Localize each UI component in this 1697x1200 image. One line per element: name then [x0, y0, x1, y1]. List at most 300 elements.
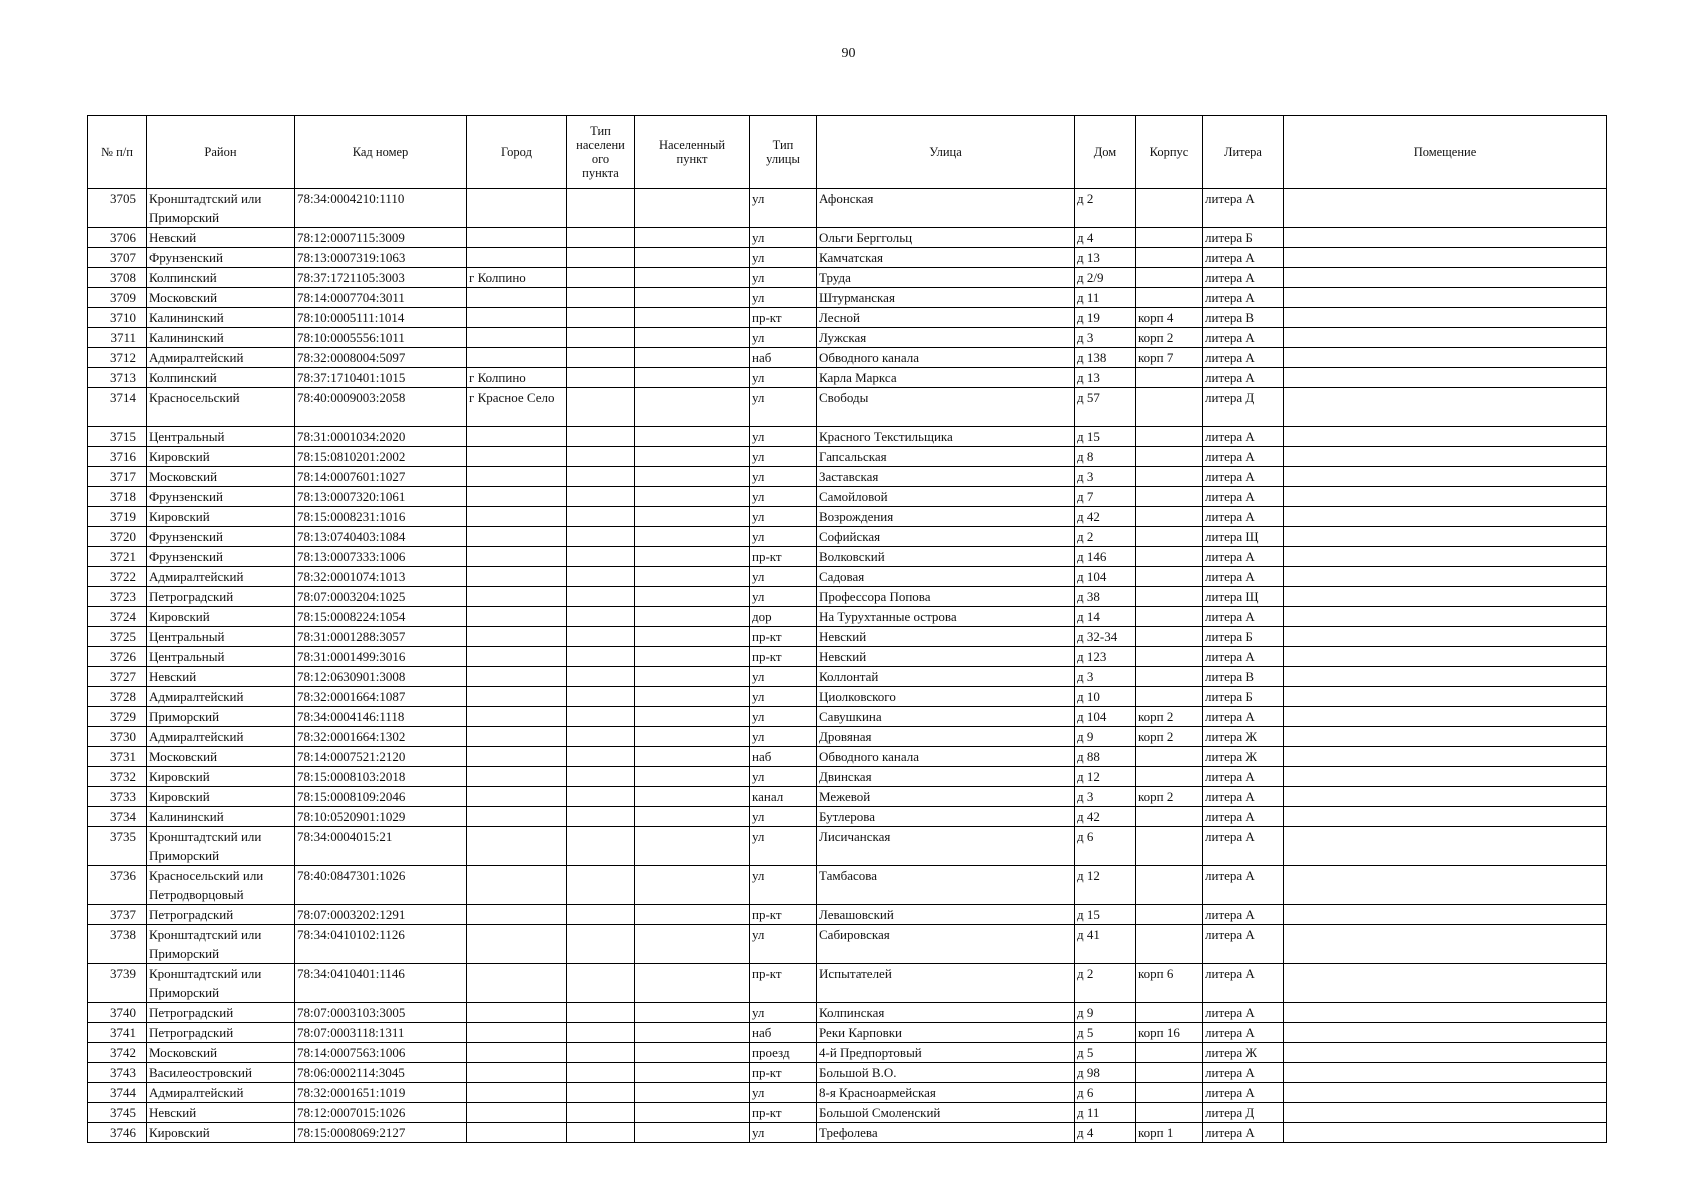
cell-cadastral-number: 78:32:0001664:1087 — [295, 687, 467, 707]
cell-street-type: ул — [750, 447, 817, 467]
cell-cadastral-number: 78:10:0005556:1011 — [295, 328, 467, 348]
cell-premises — [1284, 647, 1607, 667]
cell-letter: литера А — [1203, 487, 1284, 507]
cell-letter: литера А — [1203, 189, 1284, 228]
district-line: Петроградский — [149, 589, 234, 604]
cell-street: Невский — [817, 627, 1075, 647]
cell-cadastral-number: 78:31:0001034:2020 — [295, 427, 467, 447]
cell-number: 3735 — [88, 827, 147, 866]
cell-district — [147, 1023, 295, 1043]
cell-number: 3726 — [88, 647, 147, 667]
cell-house: д 146 — [1075, 547, 1136, 567]
table-row — [88, 807, 1607, 827]
cell-number: 3707 — [88, 248, 147, 268]
cell-street: Большой В.О. — [817, 1063, 1075, 1083]
district-line: Приморский — [149, 985, 220, 1000]
cell-district — [147, 308, 295, 328]
header-line: населени — [576, 138, 625, 152]
table-row — [88, 667, 1607, 687]
cell-street: Бутлерова — [817, 807, 1075, 827]
cell-street-type: ул — [750, 1123, 817, 1143]
cell-street: Афонская — [817, 189, 1075, 228]
district-line: Кронштадтский или — [149, 927, 262, 942]
cell-settlement-type — [567, 905, 635, 925]
cell-district — [147, 727, 295, 747]
cell-street: Красного Текстильщика — [817, 427, 1075, 447]
table-row — [88, 866, 1607, 905]
cell-city — [467, 567, 567, 587]
header-line: улицы — [766, 152, 800, 166]
cell-street-type: дор — [750, 607, 817, 627]
cell-house: д 42 — [1075, 507, 1136, 527]
cell-letter: литера А — [1203, 905, 1284, 925]
cell-letter: литера А — [1203, 288, 1284, 308]
cell-district — [147, 427, 295, 447]
cell-building — [1136, 567, 1203, 587]
district-line: Фрунзенский — [149, 529, 223, 544]
cell-street-type: пр-кт — [750, 905, 817, 925]
district-line: Московский — [149, 469, 218, 484]
cell-cadastral-number: 78:14:0007601:1027 — [295, 467, 467, 487]
cell-house: д 3 — [1075, 667, 1136, 687]
cell-premises — [1284, 268, 1607, 288]
cell-letter: литера А — [1203, 807, 1284, 827]
cell-street-type: наб — [750, 747, 817, 767]
cell-street-type: ул — [750, 467, 817, 487]
cell-settlement-type — [567, 727, 635, 747]
district-line: Кировский — [149, 789, 210, 804]
cell-building — [1136, 807, 1203, 827]
cell-cadastral-number: 78:14:0007563:1006 — [295, 1043, 467, 1063]
district-line: Кировский — [149, 1125, 210, 1140]
cell-district — [147, 567, 295, 587]
cell-number: 3746 — [88, 1123, 147, 1143]
table-row — [88, 1023, 1607, 1043]
cell-settlement-type — [567, 787, 635, 807]
header-letter: Литера — [1203, 116, 1284, 189]
registry-table — [87, 115, 1607, 1143]
table-row — [88, 787, 1607, 807]
cell-street-type: ул — [750, 388, 817, 427]
cell-premises — [1284, 288, 1607, 308]
cell-settlement-type — [567, 767, 635, 787]
cell-number: 3724 — [88, 607, 147, 627]
cell-number: 3727 — [88, 667, 147, 687]
cell-settlement-type — [567, 467, 635, 487]
cell-house: д 8 — [1075, 447, 1136, 467]
cell-district — [147, 248, 295, 268]
cell-street-type: проезд — [750, 1043, 817, 1063]
cell-city — [467, 228, 567, 248]
cell-street-type: ул — [750, 727, 817, 747]
cell-number: 3721 — [88, 547, 147, 567]
cell-settlement-type — [567, 627, 635, 647]
cell-district — [147, 667, 295, 687]
cell-house: д 104 — [1075, 567, 1136, 587]
cell-premises — [1284, 427, 1607, 447]
cell-house: д 2 — [1075, 189, 1136, 228]
cell-city — [467, 507, 567, 527]
cell-district — [147, 767, 295, 787]
cell-cadastral-number: 78:12:0007015:1026 — [295, 1103, 467, 1123]
cell-district — [147, 1003, 295, 1023]
cell-district — [147, 467, 295, 487]
cell-number: 3708 — [88, 268, 147, 288]
cell-city — [467, 447, 567, 467]
cell-city — [467, 905, 567, 925]
cell-district — [147, 1043, 295, 1063]
cell-city: г Колпино — [467, 268, 567, 288]
cell-cadastral-number: 78:32:0001651:1019 — [295, 1083, 467, 1103]
table-row — [88, 707, 1607, 727]
table-row — [88, 527, 1607, 547]
cell-street: Профессора Попова — [817, 587, 1075, 607]
cell-letter: литера А — [1203, 447, 1284, 467]
cell-house: д 5 — [1075, 1023, 1136, 1043]
cell-settlement — [635, 787, 750, 807]
cell-district — [147, 1103, 295, 1123]
cell-house: д 15 — [1075, 905, 1136, 925]
cell-district — [147, 189, 295, 228]
cell-street-type: ул — [750, 707, 817, 727]
cell-street-type: ул — [750, 667, 817, 687]
cell-house: д 12 — [1075, 767, 1136, 787]
cell-city — [467, 647, 567, 667]
cell-district — [147, 647, 295, 667]
cell-settlement — [635, 1103, 750, 1123]
cell-settlement — [635, 248, 750, 268]
cell-premises — [1284, 467, 1607, 487]
cell-street-type: ул — [750, 427, 817, 447]
cell-premises — [1284, 827, 1607, 866]
district-line: Калининский — [149, 310, 224, 325]
cell-settlement — [635, 687, 750, 707]
cell-letter: литера А — [1203, 607, 1284, 627]
cell-settlement — [635, 767, 750, 787]
cell-street-type: ул — [750, 368, 817, 388]
cell-premises — [1284, 547, 1607, 567]
cell-cadastral-number: 78:06:0002114:3045 — [295, 1063, 467, 1083]
table-row — [88, 1083, 1607, 1103]
cell-street: Обводного канала — [817, 348, 1075, 368]
district-line: Колпинский — [149, 370, 217, 385]
cell-letter: литера А — [1203, 427, 1284, 447]
cell-settlement — [635, 328, 750, 348]
cell-city — [467, 1123, 567, 1143]
table-row — [88, 368, 1607, 388]
cell-premises — [1284, 447, 1607, 467]
header-settlement — [635, 116, 750, 189]
cell-city — [467, 1103, 567, 1123]
cell-premises — [1284, 189, 1607, 228]
cell-premises — [1284, 607, 1607, 627]
cell-premises — [1284, 687, 1607, 707]
cell-city — [467, 587, 567, 607]
cell-number: 3725 — [88, 627, 147, 647]
cell-premises — [1284, 627, 1607, 647]
cell-city — [467, 747, 567, 767]
cell-settlement-type — [567, 587, 635, 607]
cell-settlement — [635, 1023, 750, 1043]
district-line: Кировский — [149, 449, 210, 464]
district-line: Приморский — [149, 210, 220, 225]
cell-settlement-type — [567, 248, 635, 268]
cell-house: д 57 — [1075, 388, 1136, 427]
header-settlement-type — [567, 116, 635, 189]
cell-building — [1136, 189, 1203, 228]
cell-number: 3744 — [88, 1083, 147, 1103]
district-line: Невский — [149, 230, 197, 245]
cell-city — [467, 248, 567, 268]
cell-city — [467, 348, 567, 368]
cell-street: Возрождения — [817, 507, 1075, 527]
cell-building — [1136, 368, 1203, 388]
cell-number: 3743 — [88, 1063, 147, 1083]
cell-street-type: ул — [750, 228, 817, 248]
cell-settlement — [635, 1063, 750, 1083]
cell-district — [147, 268, 295, 288]
cell-building — [1136, 587, 1203, 607]
cell-cadastral-number: 78:07:0003204:1025 — [295, 587, 467, 607]
cell-street: На Турухтанные острова — [817, 607, 1075, 627]
cell-number: 3740 — [88, 1003, 147, 1023]
cell-building — [1136, 905, 1203, 925]
cell-building — [1136, 1003, 1203, 1023]
district-line: Петроградский — [149, 907, 234, 922]
district-line: Кронштадтский или — [149, 966, 262, 981]
district-line: Красносельский — [149, 390, 240, 405]
cell-building — [1136, 687, 1203, 707]
cell-settlement-type — [567, 228, 635, 248]
cell-settlement — [635, 747, 750, 767]
cell-letter: литера А — [1203, 925, 1284, 964]
cell-cadastral-number: 78:31:0001288:3057 — [295, 627, 467, 647]
cell-letter: литера Ж — [1203, 727, 1284, 747]
cell-city — [467, 727, 567, 747]
cell-cadastral-number: 78:13:0007319:1063 — [295, 248, 467, 268]
cell-settlement-type — [567, 827, 635, 866]
table-row — [88, 447, 1607, 467]
cell-house: д 3 — [1075, 467, 1136, 487]
cell-letter: литера Д — [1203, 388, 1284, 427]
district-line: Центральный — [149, 429, 225, 444]
cell-city — [467, 925, 567, 964]
cell-number: 3745 — [88, 1103, 147, 1123]
cell-number: 3714 — [88, 388, 147, 427]
cell-street: Коллонтай — [817, 667, 1075, 687]
cell-letter: литера Д — [1203, 1103, 1284, 1123]
cell-cadastral-number: 78:15:0008231:1016 — [295, 507, 467, 527]
cell-house: д 10 — [1075, 687, 1136, 707]
cell-city — [467, 866, 567, 905]
table-row — [88, 1003, 1607, 1023]
district-line: Приморский — [149, 946, 220, 961]
cell-house: д 9 — [1075, 1003, 1136, 1023]
cell-street-type: ул — [750, 248, 817, 268]
cell-letter: литера А — [1203, 368, 1284, 388]
cell-street: Карла Маркса — [817, 368, 1075, 388]
cell-settlement-type — [567, 866, 635, 905]
cell-premises — [1284, 925, 1607, 964]
header-street-type — [750, 116, 817, 189]
cell-number: 3720 — [88, 527, 147, 547]
cell-city — [467, 827, 567, 866]
cell-building: корп 7 — [1136, 348, 1203, 368]
cell-letter: литера Щ — [1203, 527, 1284, 547]
cell-city — [467, 487, 567, 507]
cell-cadastral-number: 78:34:0004015:21 — [295, 827, 467, 866]
cell-building: корп 2 — [1136, 727, 1203, 747]
cell-number: 3712 — [88, 348, 147, 368]
cell-street-type: ул — [750, 527, 817, 547]
cell-number: 3730 — [88, 727, 147, 747]
cell-building: корп 1 — [1136, 1123, 1203, 1143]
district-line: Кронштадтский или — [149, 829, 262, 844]
cell-settlement — [635, 1123, 750, 1143]
cell-building — [1136, 607, 1203, 627]
cell-street-type: ул — [750, 567, 817, 587]
cell-settlement — [635, 368, 750, 388]
cell-letter: литера Щ — [1203, 587, 1284, 607]
cell-district — [147, 905, 295, 925]
cell-cadastral-number: 78:34:0004146:1118 — [295, 707, 467, 727]
cell-building: корп 16 — [1136, 1023, 1203, 1043]
cell-street: Самойловой — [817, 487, 1075, 507]
cell-settlement — [635, 1043, 750, 1063]
cell-building — [1136, 427, 1203, 447]
cell-district — [147, 607, 295, 627]
cell-cadastral-number: 78:15:0008069:2127 — [295, 1123, 467, 1143]
cell-premises — [1284, 727, 1607, 747]
cell-street: Тамбасова — [817, 866, 1075, 905]
cell-building — [1136, 288, 1203, 308]
cell-settlement-type — [567, 268, 635, 288]
cell-street-type: пр-кт — [750, 1063, 817, 1083]
cell-cadastral-number: 78:07:0003202:1291 — [295, 905, 467, 925]
cell-number: 3742 — [88, 1043, 147, 1063]
cell-number: 3723 — [88, 587, 147, 607]
cell-letter: литера А — [1203, 567, 1284, 587]
district-line: Кировский — [149, 769, 210, 784]
table-row — [88, 567, 1607, 587]
cell-settlement-type — [567, 1123, 635, 1143]
cell-settlement — [635, 567, 750, 587]
cell-house: д 32-34 — [1075, 627, 1136, 647]
cell-settlement-type — [567, 388, 635, 427]
cell-house: д 104 — [1075, 707, 1136, 727]
district-line: Адмиралтейский — [149, 729, 244, 744]
cell-street-type: ул — [750, 767, 817, 787]
district-line: Кронштадтский или — [149, 191, 262, 206]
cell-district — [147, 348, 295, 368]
table-row — [88, 747, 1607, 767]
cell-city — [467, 547, 567, 567]
cell-cadastral-number: 78:14:0007521:2120 — [295, 747, 467, 767]
cell-number: 3722 — [88, 567, 147, 587]
district-line: Красносельский или — [149, 868, 264, 883]
cell-letter: литера А — [1203, 787, 1284, 807]
table-row — [88, 189, 1607, 228]
table-row — [88, 925, 1607, 964]
cell-district — [147, 507, 295, 527]
cell-district — [147, 747, 295, 767]
cell-cadastral-number: 78:13:0740403:1084 — [295, 527, 467, 547]
cell-house: д 4 — [1075, 1123, 1136, 1143]
cell-street: Лужская — [817, 328, 1075, 348]
cell-city — [467, 1003, 567, 1023]
cell-district — [147, 964, 295, 1003]
cell-district — [147, 447, 295, 467]
cell-settlement-type — [567, 1023, 635, 1043]
cell-number: 3719 — [88, 507, 147, 527]
table-row — [88, 727, 1607, 747]
cell-city — [467, 707, 567, 727]
cell-settlement — [635, 527, 750, 547]
cell-settlement — [635, 388, 750, 427]
cell-settlement-type — [567, 348, 635, 368]
cell-street: 4-й Предпортовый — [817, 1043, 1075, 1063]
cell-district — [147, 388, 295, 427]
cell-city — [467, 427, 567, 447]
cell-city — [467, 667, 567, 687]
cell-premises — [1284, 228, 1607, 248]
cell-premises — [1284, 1103, 1607, 1123]
cell-premises — [1284, 667, 1607, 687]
cell-letter: литера А — [1203, 1083, 1284, 1103]
cell-settlement-type — [567, 288, 635, 308]
cell-street-type: ул — [750, 925, 817, 964]
cell-settlement-type — [567, 487, 635, 507]
cell-settlement-type — [567, 964, 635, 1003]
cell-street-type: пр-кт — [750, 647, 817, 667]
cell-number: 3736 — [88, 866, 147, 905]
cell-cadastral-number: 78:13:0007320:1061 — [295, 487, 467, 507]
cell-premises — [1284, 905, 1607, 925]
cell-cadastral-number: 78:15:0810201:2002 — [295, 447, 467, 467]
cell-settlement-type — [567, 189, 635, 228]
header-house: Дом — [1075, 116, 1136, 189]
cell-settlement — [635, 1083, 750, 1103]
cell-district — [147, 627, 295, 647]
header-city: Город — [467, 116, 567, 189]
cell-city — [467, 767, 567, 787]
cell-building: корп 4 — [1136, 308, 1203, 328]
cell-city — [467, 527, 567, 547]
cell-premises — [1284, 866, 1607, 905]
cell-house: д 3 — [1075, 328, 1136, 348]
table-row — [88, 905, 1607, 925]
cell-building — [1136, 667, 1203, 687]
header-line: Населенный — [658, 138, 726, 152]
table-row — [88, 827, 1607, 866]
cell-building — [1136, 228, 1203, 248]
cell-letter: литера Ж — [1203, 747, 1284, 767]
cell-letter: литера А — [1203, 467, 1284, 487]
cell-building — [1136, 248, 1203, 268]
cell-cadastral-number: 78:12:0007115:3009 — [295, 228, 467, 248]
cell-building — [1136, 627, 1203, 647]
cell-letter: литера А — [1203, 827, 1284, 866]
cell-settlement-type — [567, 807, 635, 827]
cell-building — [1136, 447, 1203, 467]
cell-letter: литера Ж — [1203, 1043, 1284, 1063]
table-body — [88, 189, 1607, 1143]
cell-street: Сабировская — [817, 925, 1075, 964]
cell-premises — [1284, 747, 1607, 767]
header-row — [88, 116, 1607, 189]
cell-cadastral-number: 78:13:0007333:1006 — [295, 547, 467, 567]
cell-premises — [1284, 487, 1607, 507]
